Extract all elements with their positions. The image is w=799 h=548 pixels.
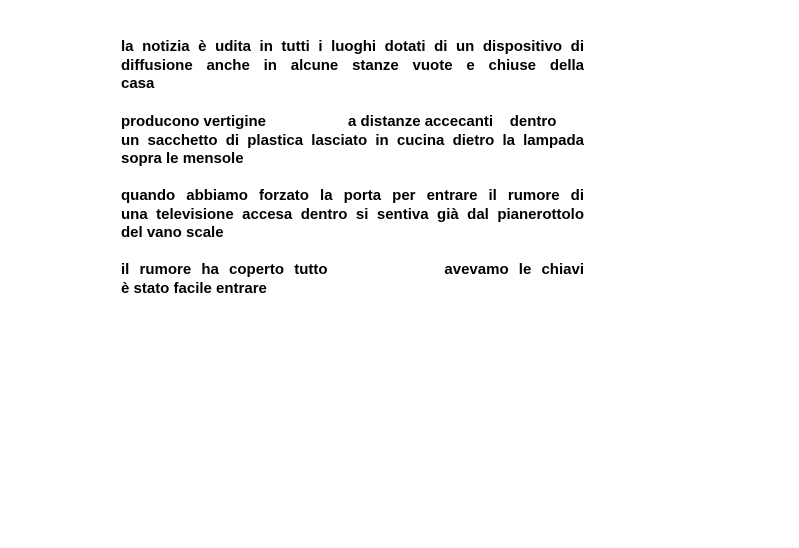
line-segment: a distanze accecanti dentro <box>348 113 557 130</box>
paragraph-line: del vano scale <box>121 224 224 241</box>
paragraph-line: casa <box>121 75 155 92</box>
paragraph-line: diffusione anche in alcune stanze vuote e chiuse della <box>121 56 584 74</box>
paragraph-4 <box>121 261 584 298</box>
paragraph-line: un sacchetto di plastica lasciato in cucina dietro la lampada <box>121 131 584 149</box>
paragraph-line <box>121 113 584 132</box>
paragraph-line: una televisione accesa dentro si sentiva già dal pianerottolo <box>121 205 584 223</box>
paragraph-1 <box>121 38 584 94</box>
paragraph-line: è stato facile entrare <box>121 279 267 297</box>
paragraph-line: sopra le mensole <box>121 150 244 167</box>
paragraph-line: la notizia è udita in tutti i luoghi dotati di un dispositivo di <box>121 38 584 55</box>
paragraph-line <box>121 261 584 280</box>
line-segment: producono vertigine <box>121 113 267 130</box>
paragraph-3 <box>121 187 584 243</box>
paragraph-2 <box>121 113 584 169</box>
paragraph-line: quando abbiamo forzato la porta per entrare il rumore di <box>121 187 584 204</box>
line-segment: il rumore ha coperto tutto <box>121 261 328 278</box>
line-segment: avevamo le chiavi <box>444 261 584 278</box>
